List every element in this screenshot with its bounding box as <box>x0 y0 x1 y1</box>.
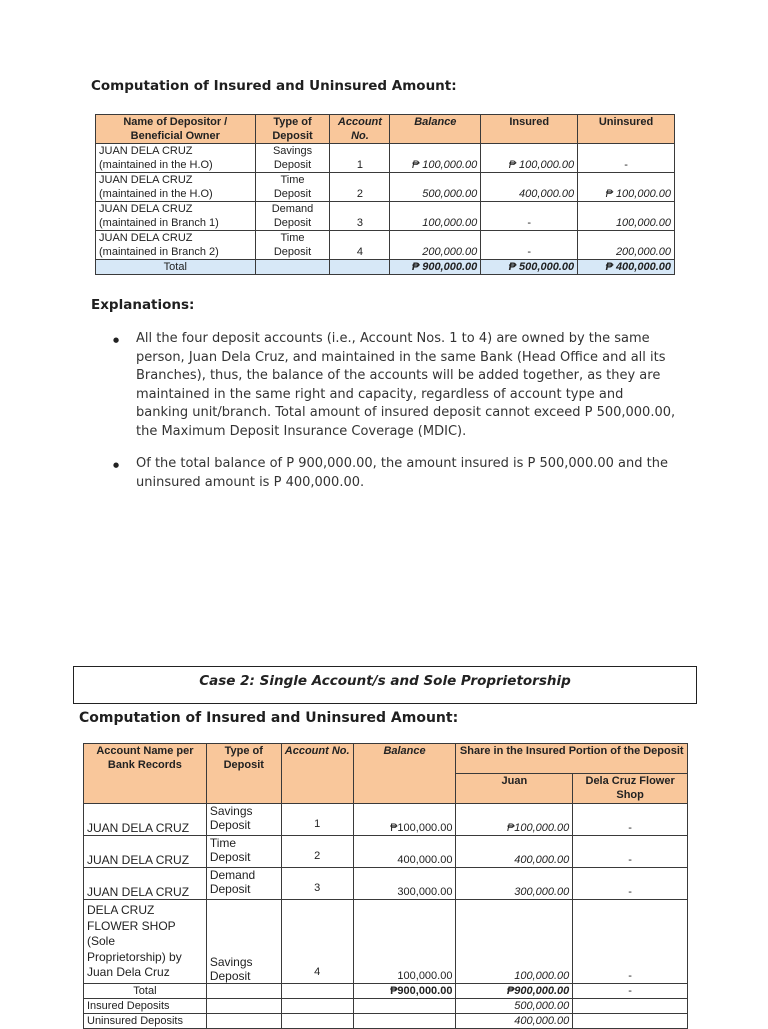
cell-name: JUAN DELA CRUZ (maintained in the H.O) <box>96 173 256 202</box>
insured-table-1 <box>95 114 675 275</box>
cell-shop: - <box>573 836 688 868</box>
cell-uninsured: 200,000.00 <box>578 231 675 260</box>
cell-account: 3 <box>330 202 390 231</box>
table-row <box>96 173 675 202</box>
col-header-insured: Insured <box>481 115 578 144</box>
cell-name: JUAN DELA CRUZ <box>84 868 207 900</box>
col-header-account: Account No. <box>330 115 390 144</box>
total-row <box>84 984 688 999</box>
cell-uninsured: - <box>578 144 675 173</box>
section2-heading: Computation of Insured and Uninsured Amount: <box>79 710 459 726</box>
cell-balance: 400,000.00 <box>353 836 456 868</box>
cell-name: JUAN DELA CRUZ (maintained in the H.O) <box>96 144 256 173</box>
table-row <box>84 804 688 836</box>
total-row <box>96 260 675 275</box>
total-balance: ₱900,000.00 <box>353 984 456 999</box>
insured-label: Insured Deposits <box>84 999 207 1014</box>
cell-name: JUAN DELA CRUZ (maintained in Branch 1) <box>96 202 256 231</box>
total-label: Total <box>96 260 256 275</box>
cell-type: Demand Deposit <box>206 868 281 900</box>
insured-table-2 <box>83 743 688 1029</box>
cell-account: 3 <box>281 868 353 900</box>
explanation-bullet-2: Of the total balance of P 900,000.00, the amount insured is P 500,000.00 and the uninsured amount is P 400,000.00. <box>136 456 668 490</box>
cell-shop: - <box>573 868 688 900</box>
cell-type: Time Deposit <box>255 231 330 260</box>
table-row <box>96 231 675 260</box>
cell-insured: - <box>481 231 578 260</box>
col-header-shop: Dela Cruz Flower Shop <box>573 774 688 804</box>
cell-insured: - <box>481 202 578 231</box>
cell-juan: 100,000.00 <box>456 900 573 984</box>
total-insured: ₱ 500,000.00 <box>481 260 578 275</box>
cell-juan: 300,000.00 <box>456 868 573 900</box>
cell-uninsured: ₱ 100,000.00 <box>578 173 675 202</box>
col-header-uninsured: Uninsured <box>578 115 675 144</box>
cell-balance: 500,000.00 <box>390 173 481 202</box>
case2-title: Case 2: Single Account/s and Sole Proprietorship <box>73 666 697 704</box>
cell-type: Time Deposit <box>255 173 330 202</box>
col-header-account: Account No. <box>281 744 353 804</box>
total-balance: ₱ 900,000.00 <box>390 260 481 275</box>
uninsured-label: Uninsured Deposits <box>84 1014 207 1029</box>
uninsured-juan: 400,000.00 <box>456 1014 573 1029</box>
cell-insured: ₱ 100,000.00 <box>481 144 578 173</box>
total-uninsured: ₱ 400,000.00 <box>578 260 675 275</box>
cell-account: 4 <box>330 231 390 260</box>
cell-account: 4 <box>281 900 353 984</box>
total-shop: - <box>573 984 688 999</box>
cell-name: JUAN DELA CRUZ <box>84 804 207 836</box>
explanation-bullet-1: All the four deposit accounts (i.e., Account Nos. 1 to 4) are owned by the same person, Juan Dela Cruz, and maintained in the same Bank (Head Office and all its Branches), thus, the balance of the accounts will be added together, as they are maintained in the same right and capacity, regardless of account type and banking unit/branch. Total amount of insured deposit cannot exceed P 500,000.00, the Maximum Deposit Insurance Coverage (MDIC). <box>136 331 676 439</box>
cell-shop: - <box>573 804 688 836</box>
cell-balance: 100,000.00 <box>353 900 456 984</box>
uninsured-row <box>84 1014 688 1029</box>
cell-balance: 300,000.00 <box>353 868 456 900</box>
col-header-type: Type of Deposit <box>255 115 330 144</box>
table-row <box>96 202 675 231</box>
cell-name: JUAN DELA CRUZ (maintained in Branch 2) <box>96 231 256 260</box>
col-header-name: Name of Depositor / Beneficial Owner <box>96 115 256 144</box>
explanations-heading: Explanations: <box>91 297 195 313</box>
bullet-icon: ● <box>113 336 120 344</box>
cell-type: Savings Deposit <box>206 900 281 984</box>
cell-balance: ₱100,000.00 <box>353 804 456 836</box>
col-header-type: Type of Deposit <box>206 744 281 804</box>
cell-uninsured: 100,000.00 <box>578 202 675 231</box>
cell-name: JUAN DELA CRUZ <box>84 836 207 868</box>
cell-account: 1 <box>330 144 390 173</box>
cell-account: 2 <box>281 836 353 868</box>
cell-balance: ₱ 100,000.00 <box>390 144 481 173</box>
cell-juan: 400,000.00 <box>456 836 573 868</box>
cell-shop: - <box>573 900 688 984</box>
total-juan: ₱900,000.00 <box>456 984 573 999</box>
cell-type: Savings Deposit <box>206 804 281 836</box>
table-row <box>84 900 688 984</box>
insured-row <box>84 999 688 1014</box>
cell-name: DELA CRUZ FLOWER SHOP (Sole Proprietorship) by Juan Dela Cruz <box>84 900 207 984</box>
cell-type: Time Deposit <box>206 836 281 868</box>
table-row <box>96 144 675 173</box>
cell-juan: ₱100,000.00 <box>456 804 573 836</box>
col-header-balance: Balance <box>353 744 456 804</box>
cell-type: Savings Deposit <box>255 144 330 173</box>
insured-juan: 500,000.00 <box>456 999 573 1014</box>
cell-account: 2 <box>330 173 390 202</box>
section1-heading: Computation of Insured and Uninsured Amount: <box>91 78 457 94</box>
table-row <box>84 836 688 868</box>
cell-balance: 200,000.00 <box>390 231 481 260</box>
table-row <box>84 868 688 900</box>
cell-insured: 400,000.00 <box>481 173 578 202</box>
table-header <box>96 115 675 144</box>
bullet-icon: ● <box>113 461 120 469</box>
col-header-share: Share in the Insured Portion of the Deposit <box>456 744 688 774</box>
col-header-juan: Juan <box>456 774 573 804</box>
col-header-balance: Balance <box>390 115 481 144</box>
col-header-name: Account Name per Bank Records <box>84 744 207 804</box>
table-header <box>84 744 688 774</box>
cell-type: Demand Deposit <box>255 202 330 231</box>
total-label: Total <box>84 984 207 999</box>
cell-balance: 100,000.00 <box>390 202 481 231</box>
cell-account: 1 <box>281 804 353 836</box>
